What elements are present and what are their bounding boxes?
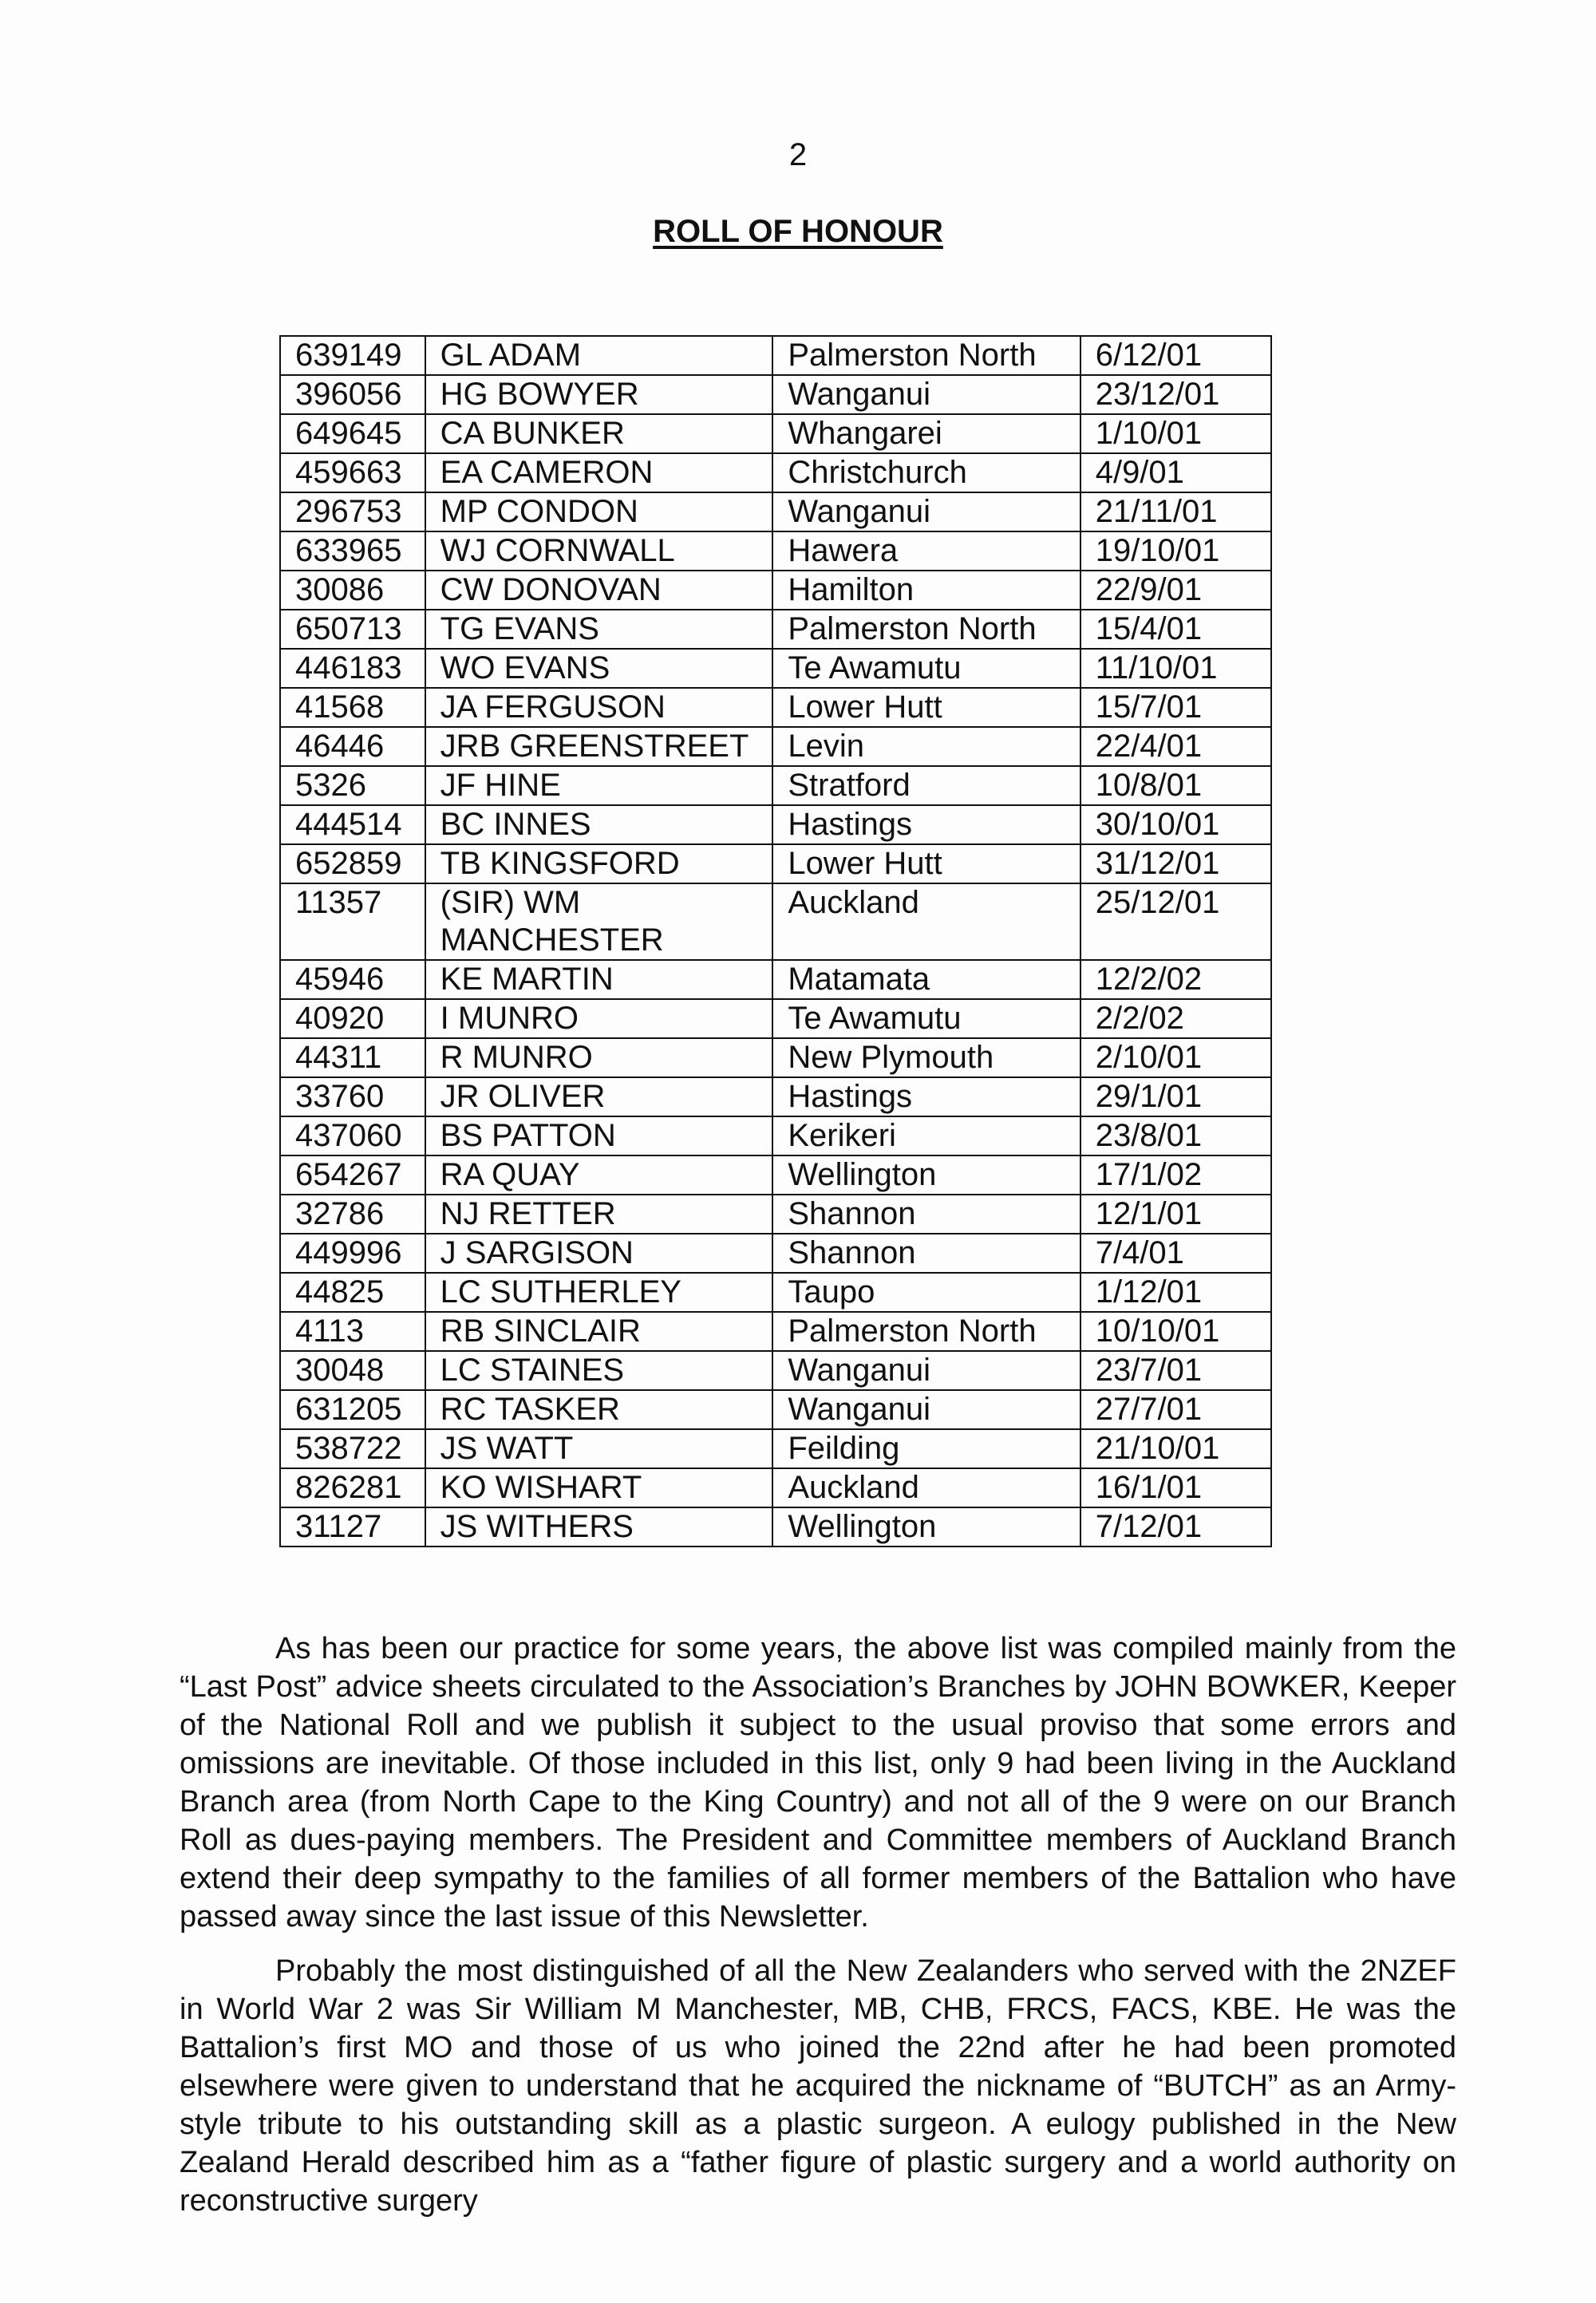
table-row: [280, 414, 1271, 453]
place-cell: Palmerston North: [772, 610, 1080, 649]
name-cell: CA BUNKER: [425, 414, 773, 453]
date-cell: 4/9/01: [1080, 453, 1271, 492]
paragraph-manchester: [180, 1952, 1456, 2220]
date-cell: 19/10/01: [1080, 531, 1271, 571]
date-cell: 15/7/01: [1080, 688, 1271, 727]
name-cell: KO WISHART: [425, 1468, 773, 1507]
service-number-cell: 826281: [280, 1468, 425, 1507]
service-number-cell: 650713: [280, 610, 425, 649]
table-row: [280, 999, 1271, 1038]
place-cell: Wanganui: [772, 492, 1080, 531]
name-cell: MP CONDON: [425, 492, 773, 531]
name-cell: LC SUTHERLEY: [425, 1273, 773, 1312]
name-cell: JRB GREENSTREET: [425, 727, 773, 766]
service-number-cell: 633965: [280, 531, 425, 571]
service-number-cell: 32786: [280, 1195, 425, 1234]
table-row: [280, 1468, 1271, 1507]
name-cell: RC TASKER: [425, 1390, 773, 1429]
paragraph-text: As has been our practice for some years, the above list was compiled mainly from the “Last Post” advice sheets circulated to the Association’s Branches by JOHN BOWKER, Keeper of the National Roll and we publish it subject to the usual proviso that some errors and omissions are inevitable. Of those included in this list, only 9 had been living in the Auckland Branch area (from North Cape to the King Country) and not all of the 9 were on our Branch Roll as dues-paying members. The President and Committee members of Auckland Branch extend their deep sympathy to the families of all former members of the Battalion who have passed away since the last issue of this Newsletter.: [180, 1632, 1456, 1934]
service-number-cell: 446183: [280, 649, 425, 688]
name-cell: LC STAINES: [425, 1351, 773, 1390]
table-row: [280, 453, 1271, 492]
date-cell: 22/9/01: [1080, 571, 1271, 610]
table-row: [280, 1038, 1271, 1077]
place-cell: Whangarei: [772, 414, 1080, 453]
service-number-cell: 459663: [280, 453, 425, 492]
roll-of-honour-table: [279, 335, 1272, 1547]
place-cell: New Plymouth: [772, 1038, 1080, 1077]
place-cell: Christchurch: [772, 453, 1080, 492]
place-cell: Te Awamutu: [772, 999, 1080, 1038]
service-number-cell: 444514: [280, 805, 425, 844]
place-cell: Te Awamutu: [772, 649, 1080, 688]
name-cell: J SARGISON: [425, 1234, 773, 1273]
place-cell: Hastings: [772, 1077, 1080, 1116]
service-number-cell: 449996: [280, 1234, 425, 1273]
place-cell: Wellington: [772, 1507, 1080, 1547]
date-cell: 1/10/01: [1080, 414, 1271, 453]
table-row: [280, 571, 1271, 610]
date-cell: 23/12/01: [1080, 375, 1271, 414]
date-cell: 10/10/01: [1080, 1312, 1271, 1351]
name-cell: CW DONOVAN: [425, 571, 773, 610]
place-cell: Wellington: [772, 1155, 1080, 1195]
paragraph-compilation-note: [180, 1629, 1456, 1936]
name-cell: NJ RETTER: [425, 1195, 773, 1234]
place-cell: Palmerston North: [772, 336, 1080, 375]
place-cell: Auckland: [772, 1468, 1080, 1507]
place-cell: Hastings: [772, 805, 1080, 844]
name-cell: JF HINE: [425, 766, 773, 805]
date-cell: 6/12/01: [1080, 336, 1271, 375]
table-row: [280, 492, 1271, 531]
table-row: [280, 844, 1271, 883]
service-number-cell: 649645: [280, 414, 425, 453]
name-cell: JS WITHERS: [425, 1507, 773, 1547]
page-title: [0, 214, 1596, 250]
service-number-cell: 41568: [280, 688, 425, 727]
service-number-cell: 654267: [280, 1155, 425, 1195]
date-cell: 27/7/01: [1080, 1390, 1271, 1429]
place-cell: Matamata: [772, 960, 1080, 999]
name-cell: RA QUAY: [425, 1155, 773, 1195]
date-cell: 7/12/01: [1080, 1507, 1271, 1547]
service-number-cell: 4113: [280, 1312, 425, 1351]
service-number-cell: 538722: [280, 1429, 425, 1468]
date-cell: 21/10/01: [1080, 1429, 1271, 1468]
service-number-cell: 33760: [280, 1077, 425, 1116]
service-number-cell: 639149: [280, 336, 425, 375]
table-row: [280, 375, 1271, 414]
date-cell: 1/12/01: [1080, 1273, 1271, 1312]
page-number: 2: [788, 137, 808, 172]
service-number-cell: 30048: [280, 1351, 425, 1390]
place-cell: Levin: [772, 727, 1080, 766]
table-row: [280, 1390, 1271, 1429]
name-cell: I MUNRO: [425, 999, 773, 1038]
paragraph-text: Probably the most distinguished of all the New Zealanders who served with the 2NZEF in World War 2 was Sir William M Manchester, MB, CHB, FRCS, FACS, KBE. He was the Battalion’s first MO and those of us who joined the 22nd after he had been promoted elsewhere were given to understand that he acquired the nickname of “BUTCH” as an Army-style tribute to his outstanding skill as a plastic surgeon. A eulogy published in the New Zealand Herald described him as a “father figure of plastic surgery and a world authority on reconstructive surgery: [180, 1954, 1456, 2218]
date-cell: 30/10/01: [1080, 805, 1271, 844]
place-cell: Wanganui: [772, 375, 1080, 414]
service-number-cell: 40920: [280, 999, 425, 1038]
date-cell: 23/7/01: [1080, 1351, 1271, 1390]
table-row: [280, 1116, 1271, 1155]
name-cell: TB KINGSFORD: [425, 844, 773, 883]
place-cell: Lower Hutt: [772, 688, 1080, 727]
table-row: [280, 766, 1271, 805]
table-row: [280, 1429, 1271, 1468]
name-cell: KE MARTIN: [425, 960, 773, 999]
date-cell: 11/10/01: [1080, 649, 1271, 688]
date-cell: 7/4/01: [1080, 1234, 1271, 1273]
service-number-cell: 44825: [280, 1273, 425, 1312]
service-number-cell: 652859: [280, 844, 425, 883]
name-cell: RB SINCLAIR: [425, 1312, 773, 1351]
service-number-cell: 11357: [280, 883, 425, 960]
service-number-cell: 44311: [280, 1038, 425, 1077]
table-row: [280, 649, 1271, 688]
date-cell: 17/1/02: [1080, 1155, 1271, 1195]
name-cell: JR OLIVER: [425, 1077, 773, 1116]
name-cell: BS PATTON: [425, 1116, 773, 1155]
date-cell: 2/10/01: [1080, 1038, 1271, 1077]
service-number-cell: 437060: [280, 1116, 425, 1155]
date-cell: 21/11/01: [1080, 492, 1271, 531]
name-cell: R MUNRO: [425, 1038, 773, 1077]
date-cell: 25/12/01: [1080, 883, 1271, 960]
service-number-cell: 30086: [280, 571, 425, 610]
name-cell: JS WATT: [425, 1429, 773, 1468]
place-cell: Shannon: [772, 1234, 1080, 1273]
table-row: [280, 336, 1271, 375]
name-cell: WJ CORNWALL: [425, 531, 773, 571]
place-cell: Feilding: [772, 1429, 1080, 1468]
date-cell: 12/2/02: [1080, 960, 1271, 999]
name-cell: TG EVANS: [425, 610, 773, 649]
name-cell: (SIR) WM MANCHESTER: [425, 883, 773, 960]
place-cell: Auckland: [772, 883, 1080, 960]
table-row: [280, 805, 1271, 844]
service-number-cell: 296753: [280, 492, 425, 531]
place-cell: Lower Hutt: [772, 844, 1080, 883]
place-cell: Taupo: [772, 1273, 1080, 1312]
table-row: [280, 1273, 1271, 1312]
name-cell: HG BOWYER: [425, 375, 773, 414]
table-row: [280, 1351, 1271, 1390]
service-number-cell: 5326: [280, 766, 425, 805]
place-cell: Wanganui: [772, 1351, 1080, 1390]
date-cell: 16/1/01: [1080, 1468, 1271, 1507]
table-row: [280, 727, 1271, 766]
name-cell: BC INNES: [425, 805, 773, 844]
date-cell: 22/4/01: [1080, 727, 1271, 766]
table-row: [280, 1234, 1271, 1273]
name-cell: JA FERGUSON: [425, 688, 773, 727]
date-cell: 15/4/01: [1080, 610, 1271, 649]
table-row: [280, 1507, 1271, 1547]
table-row: [280, 883, 1271, 960]
place-cell: Shannon: [772, 1195, 1080, 1234]
table-row: [280, 1195, 1271, 1234]
table-row: [280, 531, 1271, 571]
date-cell: 2/2/02: [1080, 999, 1271, 1038]
place-cell: Hamilton: [772, 571, 1080, 610]
table-row: [280, 688, 1271, 727]
name-cell: WO EVANS: [425, 649, 773, 688]
place-cell: Palmerston North: [772, 1312, 1080, 1351]
place-cell: Stratford: [772, 766, 1080, 805]
table-row: [280, 1155, 1271, 1195]
name-cell: EA CAMERON: [425, 453, 773, 492]
service-number-cell: 631205: [280, 1390, 425, 1429]
service-number-cell: 396056: [280, 375, 425, 414]
roll-table-body: [280, 336, 1271, 1547]
date-cell: 10/8/01: [1080, 766, 1271, 805]
place-cell: Kerikeri: [772, 1116, 1080, 1155]
date-cell: 31/12/01: [1080, 844, 1271, 883]
date-cell: 23/8/01: [1080, 1116, 1271, 1155]
name-cell: GL ADAM: [425, 336, 773, 375]
date-cell: 29/1/01: [1080, 1077, 1271, 1116]
service-number-cell: 45946: [280, 960, 425, 999]
service-number-cell: 31127: [280, 1507, 425, 1547]
service-number-cell: 46446: [280, 727, 425, 766]
date-cell: 12/1/01: [1080, 1195, 1271, 1234]
place-cell: Hawera: [772, 531, 1080, 571]
place-cell: Wanganui: [772, 1390, 1080, 1429]
table-row: [280, 1312, 1271, 1351]
table-row: [280, 610, 1271, 649]
title-text: ROLL OF HONOUR: [653, 214, 943, 249]
table-row: [280, 960, 1271, 999]
table-row: [280, 1077, 1271, 1116]
